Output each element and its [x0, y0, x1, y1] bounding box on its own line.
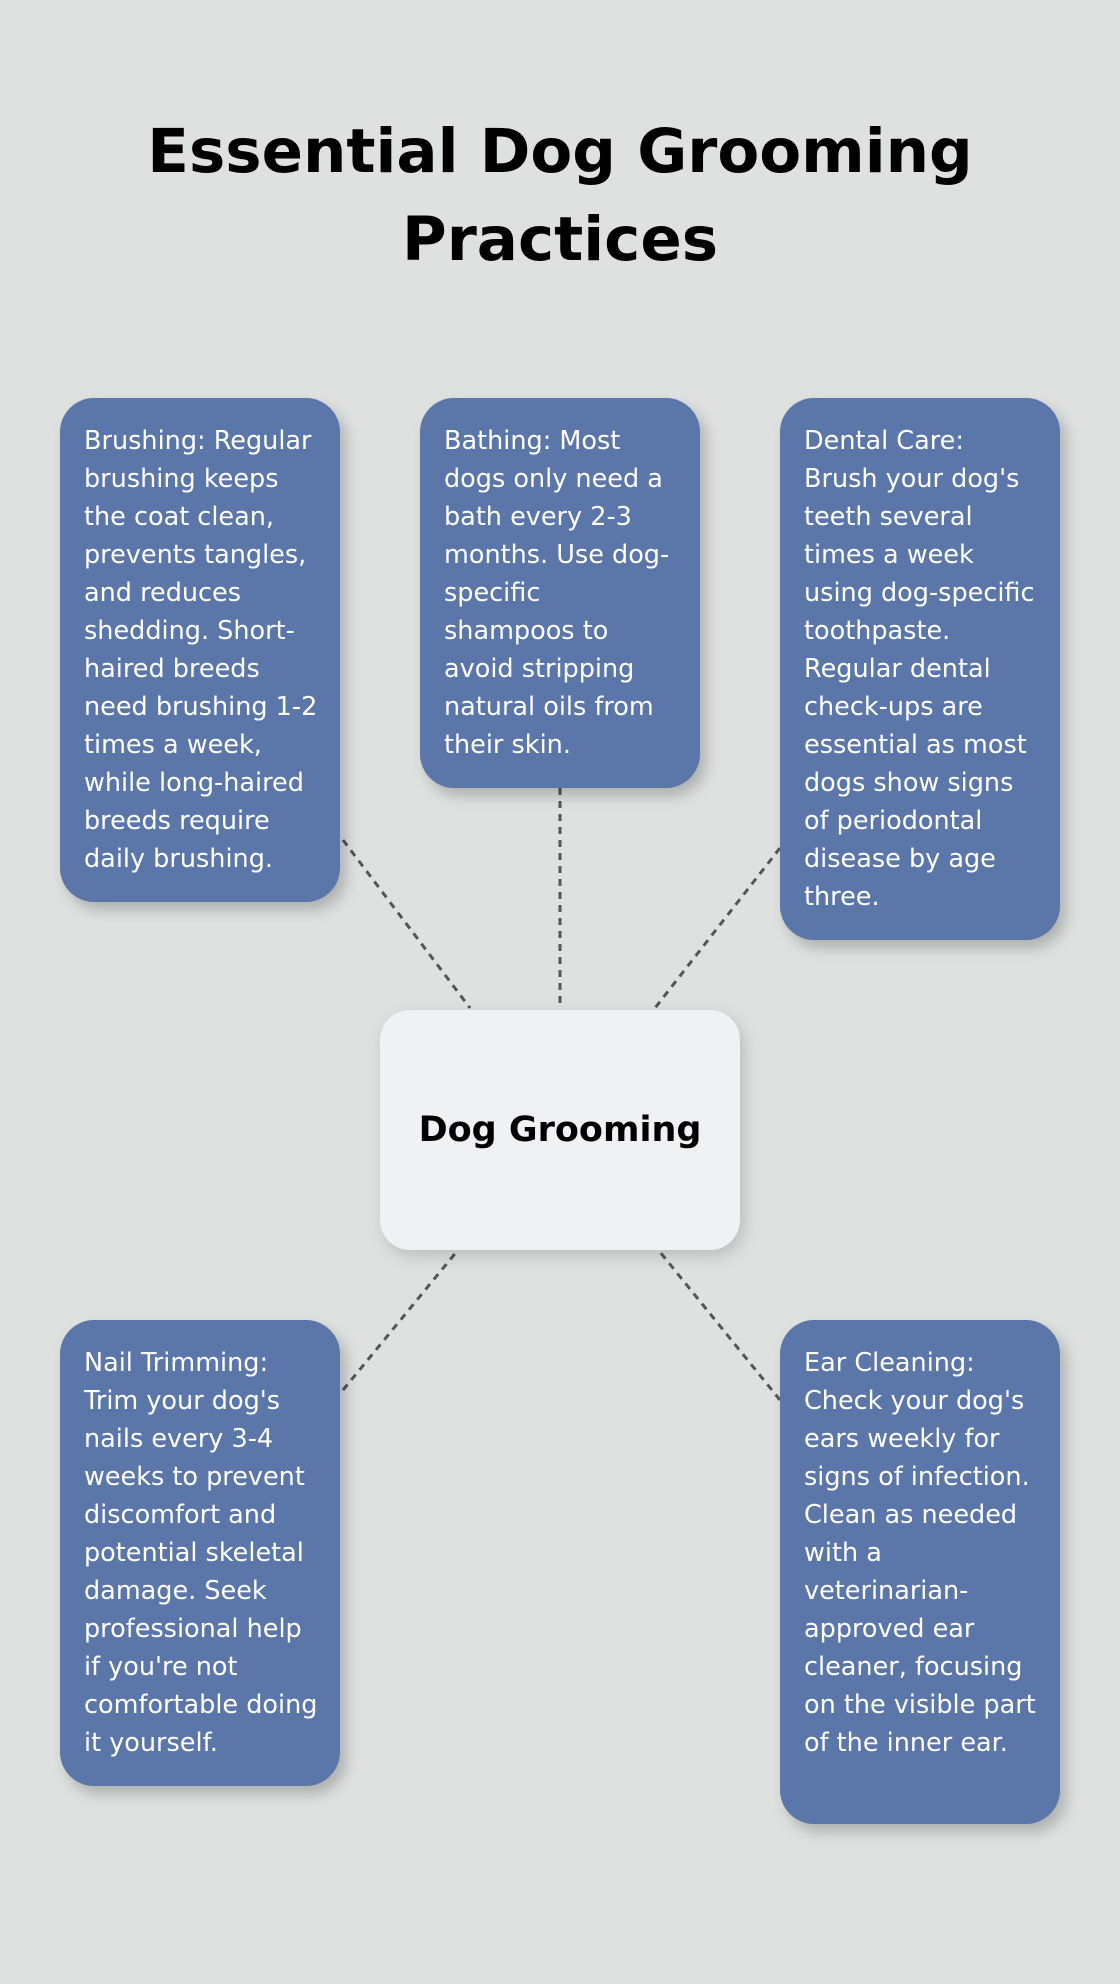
card-bathing-text: Bathing: Most dogs only need a bath every 2-3 months. Use dog-specific shampoos to avoid stripping natural oils from their skin.	[444, 426, 670, 760]
connector-nails	[343, 1250, 458, 1390]
card-ear-cleaning-text: Ear Cleaning: Check your dog's ears weekly for signs of infection. Clean as needed with a veterinarian-approved ear cleaner, focusing on the visible part of the inner ear.	[804, 1348, 1036, 1758]
connector-ears	[660, 1252, 780, 1400]
card-dental-care	[780, 398, 1060, 940]
card-ear-cleaning	[780, 1320, 1060, 1824]
page-title: Essential Dog Grooming Practices	[147, 116, 973, 275]
card-brushing	[60, 398, 340, 902]
card-nail-trimming	[60, 1320, 340, 1786]
card-dental-care-text: Dental Care: Brush your dog's teeth several times a week using dog-specific toothpaste. Regular dental check-ups are essential as most dogs show signs of periodontal disease by age three.	[804, 426, 1035, 912]
center-node	[380, 1010, 740, 1250]
card-brushing-text: Brushing: Regular brushing keeps the coat clean, prevents tangles, and reduces shedding. Short-haired breeds need brushing 1-2 times a week, while long-haired breeds require daily brushing.	[84, 426, 318, 874]
card-bathing	[420, 398, 700, 788]
center-node-label: Dog Grooming	[418, 1110, 702, 1150]
connector-dental	[655, 848, 780, 1008]
card-nail-trimming-text: Nail Trimming: Trim your dog's nails every 3-4 weeks to prevent discomfort and potential skeletal damage. Seek professional help if you're not comfortable doing it yourself.	[84, 1348, 318, 1758]
connector-brushing	[343, 840, 470, 1008]
